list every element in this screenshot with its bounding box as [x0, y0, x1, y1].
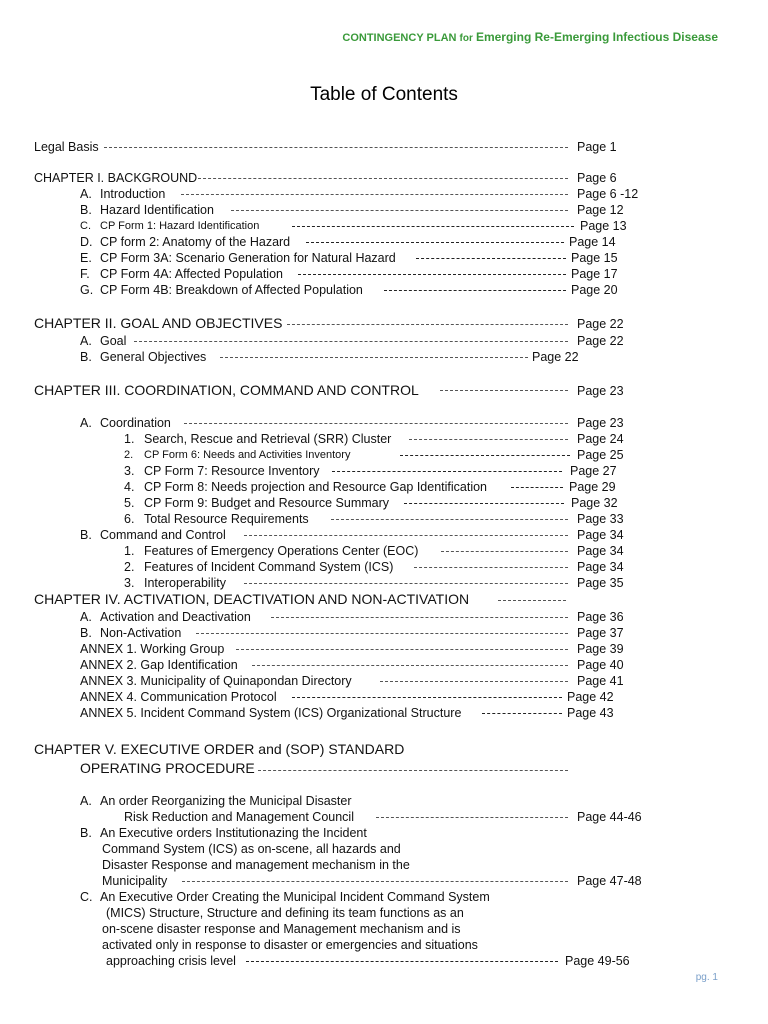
toc-leader — [244, 583, 568, 584]
toc-leader — [482, 713, 562, 714]
toc-entry-eoc-features[interactable] — [124, 544, 418, 559]
toc-entry-text: CHAPTER I. BACKGROUND — [34, 171, 198, 185]
toc-leader — [441, 551, 568, 552]
toc-entry-annex-2[interactable] — [80, 658, 238, 673]
toc-entry-text: ANNEX 2. Gap Identification — [80, 658, 238, 672]
toc-entry-text: CHAPTER V. EXECUTIVE ORDER and (SOP) STANDARD — [34, 741, 405, 757]
toc-entry-text: Hazard Identification — [100, 203, 214, 217]
toc-entry-text: CP Form 1: Hazard Identification — [100, 220, 260, 232]
toc-entry-total-resource-requirements[interactable] — [124, 512, 309, 527]
toc-page-number: Page 13 — [580, 219, 627, 233]
sop-item-c-line-5: approaching crisis level — [106, 954, 236, 968]
toc-page-number: Page 22 — [577, 317, 624, 331]
toc-entry-marker: G. — [80, 283, 94, 297]
toc-entry-text: CHAPTER III. COORDINATION, COMMAND AND CONTROL — [34, 382, 419, 398]
toc-leader — [331, 519, 568, 520]
toc-page-number: Page 22 — [577, 334, 624, 348]
sop-item-c-line-4: activated only in response to disaster or emergencies and situations — [102, 938, 478, 952]
toc-leader — [409, 439, 568, 440]
toc-entry-text: An Executive Order Creating the Municipal Incident Command System — [100, 890, 490, 904]
toc-entry-cp-form-9[interactable] — [124, 496, 389, 511]
toc-leader — [332, 471, 562, 472]
sop-item-c[interactable] — [80, 890, 490, 905]
toc-entry-text: General Objectives — [100, 350, 207, 364]
sop-item-b-line-2: Command System (ICS) as on-scene, all hazards and — [102, 842, 401, 856]
toc-page-number: Page 35 — [577, 576, 624, 590]
toc-leader — [440, 390, 568, 391]
toc-entry-text: CP Form 4A: Affected Population — [100, 267, 283, 281]
toc-entry-general-objectives[interactable] — [80, 350, 206, 365]
toc-entry-ics-features[interactable] — [124, 560, 393, 575]
toc-page-number: Page 6 — [577, 171, 617, 185]
toc-entry-text: Legal Basis — [34, 140, 99, 154]
toc-entry-marker: 6. — [124, 512, 135, 526]
toc-entry-marker: 2. — [124, 560, 135, 574]
toc-page-number: Page 23 — [577, 416, 624, 430]
toc-entry-text: CP form 2: Anatomy of the Hazard — [100, 235, 291, 249]
toc-entry-marker: A. — [80, 334, 92, 348]
toc-page-number: Page 23 — [577, 384, 624, 398]
header-for-label: for — [459, 33, 473, 44]
toc-entry-chapter-4[interactable] — [34, 592, 469, 607]
toc-leader — [292, 226, 574, 227]
toc-entry-chapter-2[interactable] — [34, 316, 282, 331]
toc-page-number: Page 15 — [571, 251, 618, 265]
toc-entry-activation-deactivation[interactable] — [80, 610, 251, 625]
toc-entry-hazard-identification[interactable] — [80, 203, 214, 218]
toc-page-number: Page 34 — [577, 528, 624, 542]
toc-entry-text: Total Resource Requirements — [144, 512, 309, 526]
header-plan-label: CONTINGENCY PLAN — [342, 32, 457, 44]
toc-entry-marker: D. — [80, 235, 93, 249]
toc-entry-text: ANNEX 4. Communication Protocol — [80, 690, 277, 704]
toc-entry-marker: 2. — [124, 449, 134, 461]
toc-entry-marker: 3. — [124, 464, 135, 478]
toc-entry-marker: 1. — [124, 544, 135, 558]
toc-entry-text: CP Form 4B: Breakdown of Affected Population — [100, 283, 363, 297]
toc-entry-marker: C. — [80, 220, 91, 232]
toc-entry-marker: A. — [80, 794, 92, 808]
toc-leader — [104, 147, 568, 148]
toc-leader — [181, 194, 568, 195]
toc-page-number: Page 34 — [577, 544, 624, 558]
toc-entry-marker: 3. — [124, 576, 135, 590]
toc-leader — [384, 290, 566, 291]
toc-leader — [134, 341, 568, 342]
toc-entry-text: ANNEX 3. Municipality of Quinapondan Directory — [80, 674, 352, 688]
sop-item-c-line-3: on-scene disaster response and Management mechanism and is — [102, 922, 461, 936]
toc-page-number: Page 42 — [567, 690, 614, 704]
toc-entry-coordination[interactable] — [80, 416, 171, 431]
toc-entry-cp-form-4a[interactable] — [80, 267, 283, 282]
toc-page-number: Page 41 — [577, 674, 624, 688]
toc-entry-text: Search, Rescue and Retrieval (SRR) Cluster — [144, 432, 392, 446]
toc-leader — [246, 961, 558, 962]
toc-entry-text: An Executive orders Institutionazing the Incident — [100, 826, 367, 840]
sop-item-a-line-2: Risk Reduction and Management Council — [124, 810, 354, 824]
toc-page-number: Page 6 -12 — [577, 187, 639, 201]
toc-leader — [298, 274, 566, 275]
toc-leader — [498, 600, 566, 601]
toc-leader — [184, 423, 568, 424]
toc-entry-chapter-5[interactable] — [34, 742, 404, 757]
sop-item-b-line-3: Disaster Response and management mechanism in the — [102, 858, 410, 872]
toc-page-number: Page 36 — [577, 610, 624, 624]
toc-page-number: Page 20 — [571, 283, 618, 297]
toc-entry-command-and-control[interactable] — [80, 528, 226, 543]
toc-entry-text: Non-Activation — [100, 626, 182, 640]
toc-page-number: Page 39 — [577, 642, 624, 656]
toc-entry-chapter-3[interactable] — [34, 383, 419, 398]
toc-leader — [404, 503, 564, 504]
toc-page-number: Page 14 — [569, 235, 616, 249]
toc-entry-non-activation[interactable] — [80, 626, 181, 641]
toc-entry-marker: B. — [80, 203, 92, 217]
toc-leader — [380, 681, 568, 682]
toc-page-number: Page 43 — [567, 706, 614, 720]
toc-entry-text: Introduction — [100, 187, 166, 201]
toc-entry-interoperability[interactable] — [124, 576, 226, 591]
toc-entry-marker: B. — [80, 350, 92, 364]
toc-entry-text: CP Form 9: Budget and Resource Summary — [144, 496, 390, 510]
toc-entry-cp-form-4b[interactable] — [80, 283, 363, 298]
toc-entry-cp-form-3a[interactable] — [80, 251, 396, 266]
toc-entry-text: CP Form 7: Resource Inventory — [144, 464, 320, 478]
toc-entry-marker: A. — [80, 416, 92, 430]
toc-leader — [287, 324, 568, 325]
toc-leader — [414, 567, 568, 568]
toc-entry-legal-basis[interactable] — [34, 140, 99, 155]
toc-entry-marker: E. — [80, 251, 92, 265]
toc-leader — [182, 881, 568, 882]
toc-entry-marker: 5. — [124, 496, 135, 510]
toc-entry-cp-form-6[interactable] — [124, 448, 350, 463]
sop-item-c-line-2: (MICS) Structure, Structure and defining its team functions as an — [106, 906, 464, 920]
toc-entry-marker: A. — [80, 610, 92, 624]
toc-entry-introduction[interactable] — [80, 187, 165, 202]
sop-item-b-line-4: Municipality — [102, 874, 168, 888]
toc-entry-text: CHAPTER II. GOAL AND OBJECTIVES — [34, 315, 283, 331]
toc-entry-srr-cluster[interactable] — [124, 432, 391, 447]
toc-page-number: Page 27 — [570, 464, 617, 478]
toc-page-number: Page 37 — [577, 626, 624, 640]
toc-entry-marker: B. — [80, 826, 92, 840]
toc-leader — [400, 455, 570, 456]
toc-entry-text: CP Form 6: Needs and Activities Inventory — [144, 449, 351, 461]
toc-entry-cp-form-8[interactable] — [124, 480, 487, 495]
toc-entry-marker: C. — [80, 890, 93, 904]
toc-entry-cp-form-7[interactable] — [124, 464, 320, 479]
document-header — [342, 30, 718, 44]
toc-page-number: Page 49-56 — [565, 954, 630, 968]
toc-title: Table of Contents — [310, 84, 458, 105]
toc-page-number: Page 24 — [577, 432, 624, 446]
toc-entry-marker: F. — [80, 267, 90, 281]
toc-entry-text: CHAPTER IV. ACTIVATION, DEACTIVATION AND NON-ACTIVATION — [34, 591, 470, 607]
toc-page-number: Page 12 — [577, 203, 624, 217]
toc-entry-annex-3[interactable] — [80, 674, 352, 689]
toc-leader — [196, 633, 568, 634]
toc-page-number: Page 22 — [532, 350, 579, 364]
page-number-footer: pg. 1 — [695, 972, 718, 983]
toc-leader — [252, 665, 568, 666]
toc-page-number: Page 33 — [577, 512, 624, 526]
toc-entry-annex-4[interactable] — [80, 690, 277, 705]
toc-entry-marker: 4. — [124, 480, 135, 494]
toc-entry-text: ANNEX 1. Working Group — [80, 642, 225, 656]
toc-entry-marker: B. — [80, 528, 92, 542]
toc-leader — [244, 535, 568, 536]
toc-page-number: Page 44-46 — [577, 810, 642, 824]
toc-page-number: Page 29 — [569, 480, 616, 494]
toc-page-number: Page 1 — [577, 140, 617, 154]
toc-leader — [511, 487, 563, 488]
toc-entry-text: Command and Control — [100, 528, 226, 542]
toc-leader — [220, 357, 528, 358]
toc-page-number: Page 17 — [571, 267, 618, 281]
toc-entry-text: An order Reorganizing the Municipal Disaster — [100, 794, 352, 808]
sop-item-b[interactable] — [80, 826, 367, 841]
toc-leader — [376, 817, 568, 818]
toc-page-number: Page 32 — [571, 496, 618, 510]
sop-item-a[interactable] — [80, 794, 352, 809]
toc-entry-chapter-5-continued — [80, 761, 255, 776]
toc-entry-text: Activation and Deactivation — [100, 610, 251, 624]
toc-entry-marker: 1. — [124, 432, 135, 446]
toc-page-number: Page 40 — [577, 658, 624, 672]
toc-leader — [271, 617, 568, 618]
toc-leader — [236, 649, 568, 650]
toc-entry-text: Interoperability — [144, 576, 226, 590]
toc-page-number: Page 47-48 — [577, 874, 642, 888]
toc-page-number: Page 25 — [577, 448, 624, 462]
toc-entry-cp-form-2[interactable] — [80, 235, 290, 250]
header-disease-label: Emerging Re-Emerging Infectious Disease — [475, 30, 718, 44]
toc-entry-annex-1[interactable] — [80, 642, 224, 657]
toc-page-number: Page 34 — [577, 560, 624, 574]
toc-leader — [416, 258, 566, 259]
toc-entry-text: CP Form 8: Needs projection and Resource Gap Identification — [144, 480, 488, 494]
toc-entry-text: Features of Emergency Operations Center (EOC) — [144, 544, 419, 558]
toc-entry-text: Coordination — [100, 416, 171, 430]
toc-entry-cp-form-1[interactable] — [80, 219, 259, 234]
toc-entry-text: ANNEX 5. Incident Command System (ICS) Organizational Structure — [80, 706, 462, 720]
toc-leader — [231, 210, 568, 211]
toc-leader — [292, 697, 562, 698]
toc-entry-marker: B. — [80, 626, 92, 640]
toc-entry-goal[interactable] — [80, 334, 126, 349]
toc-leader — [306, 242, 564, 243]
toc-leader — [198, 178, 568, 179]
toc-entry-chapter-1[interactable] — [34, 171, 197, 186]
toc-entry-text: Features of Incident Command System (ICS) — [144, 560, 394, 574]
toc-entry-annex-5[interactable] — [80, 706, 461, 721]
toc-entry-marker: A. — [80, 187, 92, 201]
toc-entry-text: OPERATING PROCEDURE — [80, 760, 255, 776]
toc-entry-text: Goal — [100, 334, 127, 348]
toc-entry-text: CP Form 3A: Scenario Generation for Natural Hazard — [100, 251, 396, 265]
toc-leader — [258, 770, 568, 771]
